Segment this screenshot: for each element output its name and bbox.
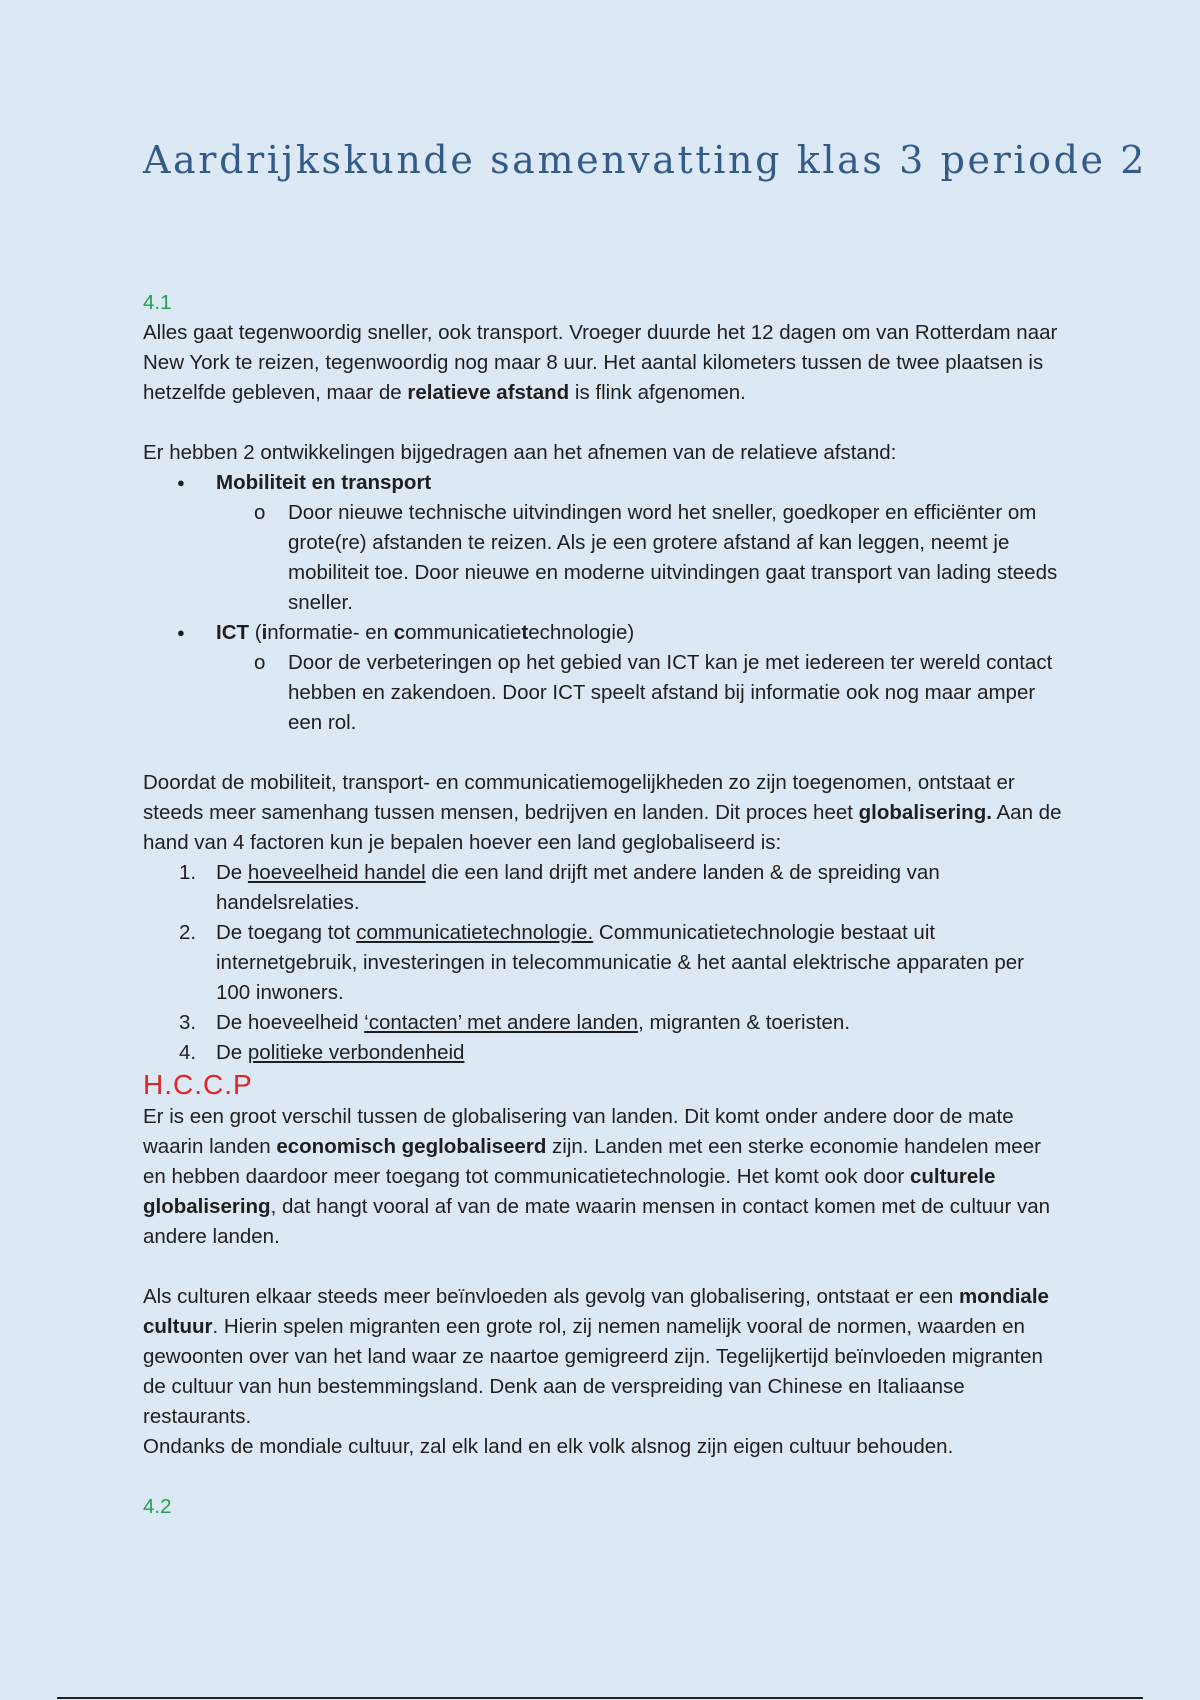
list-item bbox=[143, 1008, 1063, 1038]
text: c bbox=[393, 621, 406, 644]
text: zijn. Landen met een sterke economie handelen meer en hebben daardoor meer toegang tot communicatietechnologie. Het komt ook door bbox=[143, 1135, 1041, 1188]
sub-list bbox=[216, 648, 1063, 738]
factors-list bbox=[143, 858, 1063, 1068]
sub-list bbox=[216, 498, 1063, 618]
list-number: 3. bbox=[179, 1011, 197, 1034]
term-globalisering: globalisering. bbox=[858, 801, 992, 824]
section-heading-4-1: 4.1 bbox=[143, 291, 172, 314]
text: Alles gaat tegenwoordig sneller, ook transport. Vroeger duurde het 12 dagen om van Rotterdam naar New York te reizen, tegenwoordig nog maar 8 uur. Het aantal kilometers tussen de twee plaatsen is hetzelfde gebleven, maar de bbox=[143, 321, 1058, 404]
text: . Hierin spelen migranten een grote rol, zij nemen namelijk vooral de normen, waarden en gewoonten over van het land waar ze naartoe gemigreerd zijn. Tegelijkertijd beïnvloeden migranten de cultuur van hun bestemmingsland. Denk aan de verspreiding van Chinese en Italiaanse restaurants. bbox=[143, 1315, 1043, 1428]
underlined-term: communicatietechnologie. bbox=[356, 921, 594, 944]
paragraph-globalisering bbox=[143, 768, 1063, 858]
list-item bbox=[143, 618, 1063, 738]
developments-list bbox=[143, 468, 1063, 738]
text: , dat hangt vooral af van de mate waarin mensen in contact komen met de cultuur van andere landen. bbox=[143, 1195, 1051, 1248]
text: die een land drijft met andere landen & de spreiding van handelsrelaties. bbox=[216, 861, 940, 914]
bullet-title-mobiliteit: Mobiliteit en transport bbox=[216, 471, 432, 494]
section-heading-4-2: 4.2 bbox=[143, 1495, 172, 1518]
paragraph-developments: Er hebben 2 ontwikkelingen bijgedragen aan het afnemen van de relatieve afstand: bbox=[143, 441, 897, 464]
list-number: 4. bbox=[179, 1041, 197, 1064]
term-relatieve-afstand: relatieve afstand bbox=[407, 381, 570, 404]
text: Aan de hand van 4 factoren kun je bepalen hoever een land geglobaliseerd is: bbox=[143, 801, 1062, 854]
hccp-label: H.C.C.P bbox=[143, 1069, 253, 1100]
list-item bbox=[143, 918, 1063, 1008]
text: De bbox=[216, 1041, 248, 1064]
paragraph-closing: Ondanks de mondiale cultuur, zal elk land en elk volk alsnog zijn eigen cultuur behouden. bbox=[143, 1435, 954, 1458]
paragraph-mondiale-cultuur bbox=[143, 1282, 1063, 1432]
text: De hoeveelheid bbox=[216, 1011, 365, 1034]
list-item bbox=[143, 1038, 1063, 1068]
list-number: 1. bbox=[179, 861, 197, 884]
page-bottom-rule bbox=[57, 1697, 1143, 1699]
text: Als culturen elkaar steeds meer beïnvloeden als gevolg van globalisering, ontstaat er een bbox=[143, 1285, 959, 1308]
text: nformatie- en bbox=[267, 621, 394, 644]
text: ommunicatie bbox=[405, 621, 522, 644]
underlined-term: politieke verbondenheid bbox=[247, 1041, 465, 1064]
list-number: 2. bbox=[179, 921, 197, 944]
text: i bbox=[261, 621, 268, 644]
sub-list-item: o Door de verbeteringen op het gebied van ICT kan je met iedereen ter wereld contact hebben en zakendoen. Door ICT speelt afstand bij informatie ook nog maar amper een rol. bbox=[216, 648, 1063, 738]
paragraph-economic-cultural bbox=[143, 1102, 1063, 1252]
text: is flink afgenomen. bbox=[569, 381, 746, 404]
text: Communicatietechnologie bestaat uit internetgebruik, investeringen in telecommunicatie & het aantal elektrische apparaten per 100 inwoners. bbox=[216, 921, 1024, 1004]
underlined-term: hoeveelheid handel bbox=[247, 861, 426, 884]
underlined-term: ‘contacten’ met andere landen bbox=[364, 1011, 639, 1034]
text: t bbox=[521, 621, 529, 644]
list-item bbox=[143, 468, 1063, 618]
text: Er is een groot verschil tussen de globalisering van landen. Dit komt onder andere door de mate waarin landen bbox=[143, 1105, 1014, 1158]
term-mondiale-cultuur: mondiale cultuur bbox=[143, 1285, 1049, 1338]
list-item bbox=[143, 858, 1063, 918]
term-cultureel: culturele globalisering bbox=[143, 1165, 996, 1218]
paragraph-relative-distance bbox=[143, 318, 1063, 408]
sub-list-item: o Door nieuwe technische uitvindingen word het sneller, goedkoper en efficiënter om grote(re) afstanden te reizen. Als je een grotere afstand af kan leggen, neemt je mobiliteit toe. Door nieuwe en moderne uitvindingen gaat transport van lading steeds sneller. bbox=[216, 498, 1063, 618]
text: De toegang tot bbox=[216, 921, 357, 944]
bullet-title-ict: ICT bbox=[216, 621, 250, 644]
document-title: Aardrijkskunde samenvatting klas 3 periode 2 bbox=[143, 138, 1148, 182]
text: echnologie) bbox=[528, 621, 635, 644]
term-economisch: economisch geglobaliseerd bbox=[276, 1135, 547, 1158]
text: , migranten & toeristen. bbox=[638, 1011, 851, 1034]
text: Doordat de mobiliteit, transport- en communicatiemogelijkheden zo zijn toegenomen, ontstaat er steeds meer samenhang tussen mensen, bedrijven en landen. Dit proces heet bbox=[143, 771, 1015, 824]
text: ( bbox=[249, 621, 262, 644]
text: De bbox=[216, 861, 248, 884]
document-body bbox=[143, 288, 1063, 1522]
